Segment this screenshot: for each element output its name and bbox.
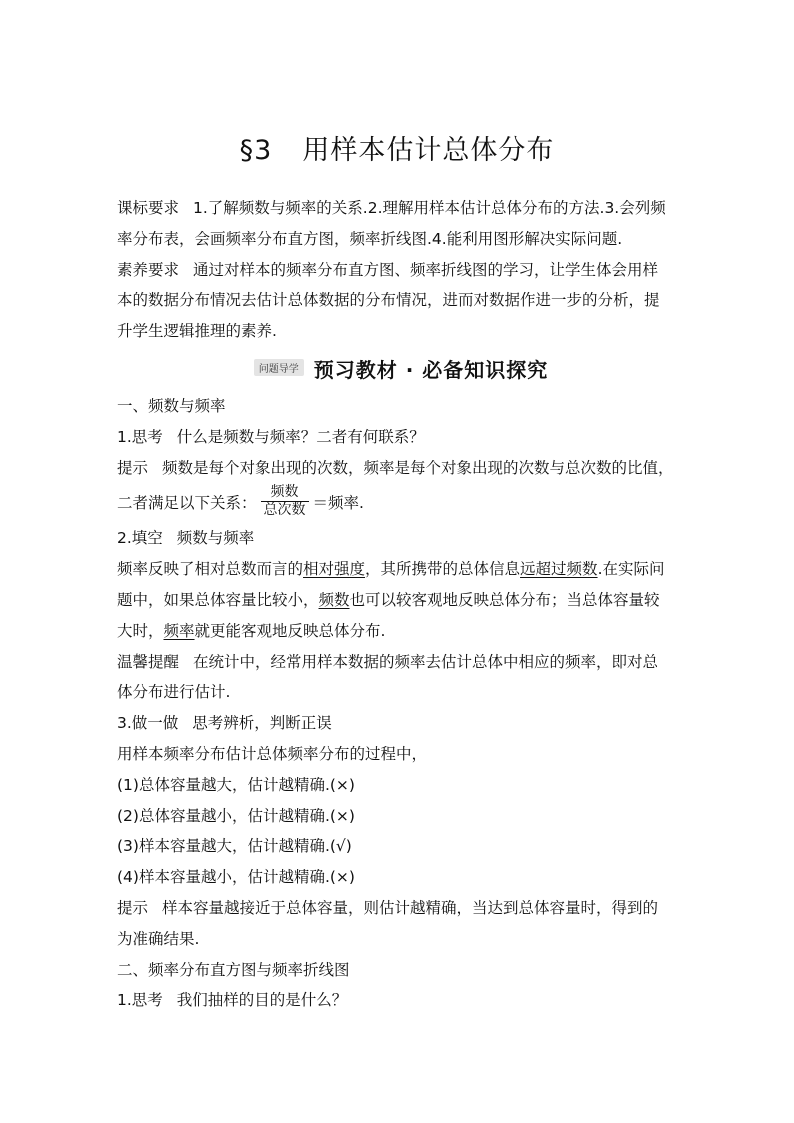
hint-1 [117,453,685,484]
content [117,193,685,1016]
literacy-text-3: 升学生逻辑推理的素养. [117,322,277,341]
blank-relative-strength: 相对强度 [303,560,366,579]
hint-text-1: 频数是每个对象出现的次数，频率是每个对象出现的次数与总次数的比值， [162,458,674,477]
fill-text: 频数与频率 [176,529,255,548]
literacy-text-2: 本的数据分布情况去估计总体数据的分布情况，进而对数据作进一步的分析，提 [117,291,660,310]
hint-label: 提示 [117,458,149,477]
curriculum-text-1: 1.了解频数与频率的关系.2.理解用样本估计总体分布的方法.3.会列频 [193,199,666,217]
section-heading-2: 二、频率分布直方图与频率折线图 [117,960,350,979]
fill-paragraph [117,554,685,646]
hint-text-2: 为准确结果. [117,929,200,948]
list-item: (1)总体容量越大，估计越精确.(×) [117,775,355,794]
fill-text-c: .在实际问 [597,560,665,579]
list-item: (4)样本容量越小，估计越精确.(×) [117,868,355,887]
fill-text-g: 就更能客观地反映总体分布. [194,621,386,640]
hint-2 [117,893,685,955]
warm-text-2: 体分布进行估计. [117,683,231,702]
curriculum-label: 课标要求 [117,199,180,217]
blank-frequency-count: 频数 [318,590,350,609]
literacy-text-1: 通过对样本的频率分布直方图、频率折线图的学习，让学生体会用样 [193,260,659,279]
think-text: 我们抽样的目的是什么？ [176,991,348,1010]
warm-reminder [117,647,685,709]
fraction [261,484,309,519]
think-label: 1.思考 [117,427,163,446]
curriculum-requirements [117,193,685,255]
think-label: 1.思考 [117,991,163,1010]
section-banner [117,347,685,391]
warm-text-1: 在统计中，经常用样本数据的频率去估计总体中相应的频率，即对总 [193,652,659,671]
title-text: 用样本估计总体分布 [302,135,555,166]
hint-text-1: 样本容量越接近于总体容量，则估计越精确，当达到总体容量时，得到的 [162,898,659,917]
curriculum-text-2: 率分布表，会画频率分布直方图，频率折线图.4.能利用图形解决实际问题. [117,229,623,248]
blank-far-exceeds: 远超过频数 [520,560,598,579]
fraction-numerator: 频数 [261,484,309,502]
try-it-3 [117,708,685,739]
list-item: (3)样本容量越大，估计越精确.(√) [117,837,352,856]
banner-badge: 问题导学 [254,359,304,376]
think-question-2 [117,985,685,1016]
blank-frequency-rate: 频率 [163,621,195,640]
section-number: §3 [239,135,273,166]
fill-text-e: 也可以较客观地反映总体分布；当总体容量较 [349,590,660,609]
fill-in-2 [117,523,685,554]
try-label: 3.做一做 [117,714,179,733]
fill-text-b: ，其所携带的总体信息 [365,560,521,579]
try-text: 思考辨析，判断正误 [192,714,332,733]
think-question-1 [117,422,685,453]
formula-result: ＝频率. [312,494,364,513]
page-title [0,128,794,167]
banner-title: 预习教材 · 必备知识探究 [313,358,549,383]
hint-label: 提示 [117,898,149,917]
literacy-requirements [117,255,685,347]
fill-text-a: 频率反映了相对总数而言的 [117,560,304,579]
fill-label: 2.填空 [117,529,163,548]
section-heading-1: 一、频数与频率 [117,396,226,415]
literacy-label: 素养要求 [117,260,180,279]
fraction-denominator: 总次数 [263,502,306,519]
try-intro: 用样本频率分布估计总体频率分布的过程中， [117,744,428,763]
fill-text-d: 题中，如果总体容量比较小， [117,590,319,609]
hint-1-formula [117,483,685,523]
fill-text-f: 大时， [117,621,164,640]
warm-label: 温馨提醒 [117,652,180,671]
list-item: (2)总体容量越小，估计越精确.(×) [117,806,355,825]
formula-lead: 二者满足以下关系： [117,494,257,513]
think-text: 什么是频数与频率？二者有何联系？ [176,427,425,446]
